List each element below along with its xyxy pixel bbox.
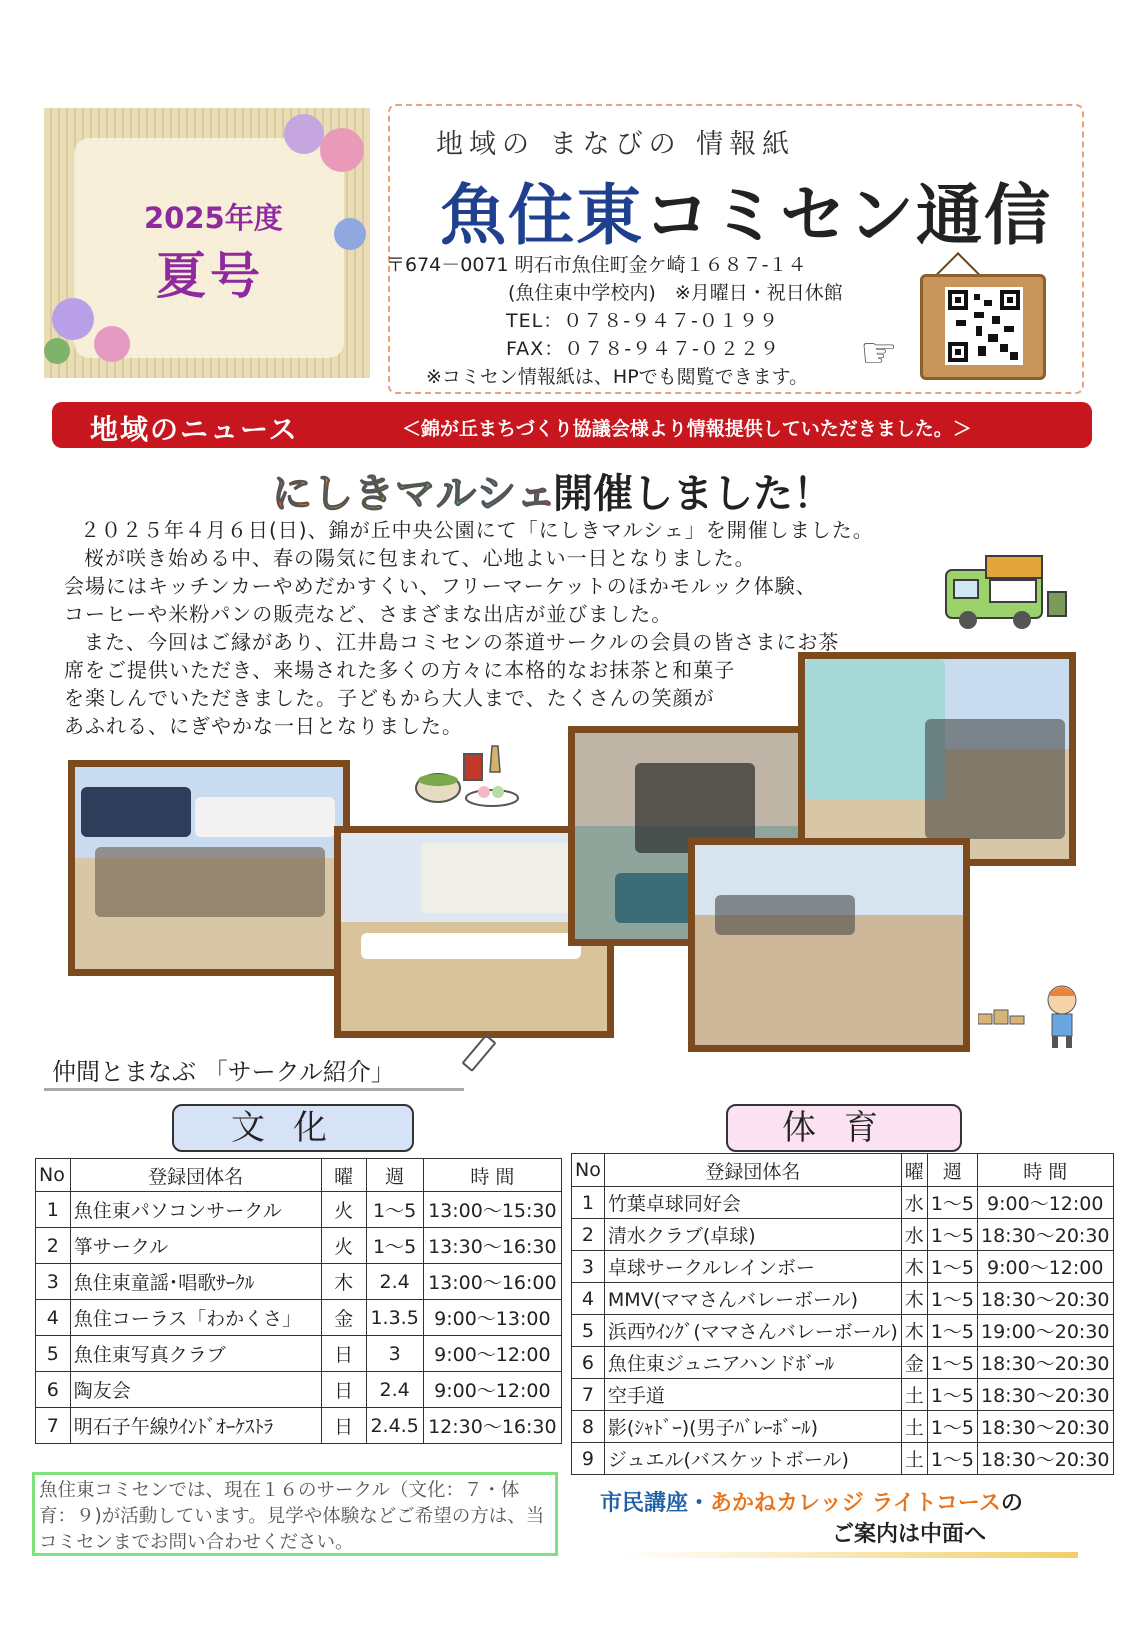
- cell-no: 2: [36, 1228, 71, 1264]
- cell-time: 18:30～20:30: [978, 1283, 1114, 1315]
- promo-part-2: あかねカレッジ ライトコース: [710, 1491, 1001, 1516]
- cell-week: 1～5: [927, 1315, 977, 1347]
- cell-no: 6: [572, 1347, 605, 1379]
- cell-day: 水: [901, 1219, 927, 1251]
- cell-no: 5: [36, 1336, 71, 1372]
- cell-week: 2.4.5: [366, 1408, 423, 1444]
- cell-day: 土: [901, 1379, 927, 1411]
- cell-week: 1～5: [927, 1443, 977, 1475]
- cell-time: 12:30～16:30: [423, 1408, 561, 1444]
- col-week: 週: [927, 1154, 977, 1187]
- cell-no: 5: [572, 1315, 605, 1347]
- cell-name: 魚住東写真クラブ: [70, 1336, 321, 1372]
- cell-day: 木: [901, 1283, 927, 1315]
- table-row: [36, 1300, 562, 1336]
- article-line: 桜が咲き始める中、春の陽気に包まれて、心地よい一日となりました。: [84, 546, 756, 570]
- culture-circle-table: [35, 1158, 562, 1444]
- tea-set-illustration: [412, 742, 522, 816]
- col-week: 週: [366, 1159, 423, 1192]
- col-name: 登録団体名: [604, 1154, 901, 1187]
- cell-name: 空手道: [604, 1379, 901, 1411]
- table-row: [572, 1411, 1114, 1443]
- cell-name: 魚住東童謡･唱歌ｻｰｸﾙ: [70, 1264, 321, 1300]
- tagline: 地域の まなびの 情報紙: [436, 129, 796, 160]
- cell-day: 土: [901, 1443, 927, 1475]
- table-header-row: [572, 1154, 1114, 1187]
- newsletter-title: [440, 162, 1052, 257]
- cell-week: 1～5: [927, 1187, 977, 1219]
- cell-day: 日: [321, 1408, 366, 1444]
- cell-day: 金: [321, 1300, 366, 1336]
- cell-time: 13:00～15:30: [423, 1192, 561, 1228]
- cell-day: 金: [901, 1347, 927, 1379]
- cell-no: 2: [572, 1219, 605, 1251]
- cell-week: 3: [366, 1336, 423, 1372]
- promo-part-1: 市民講座・: [600, 1491, 711, 1516]
- news-bar: [52, 402, 1092, 448]
- lecture-promo: [600, 1486, 1023, 1517]
- cell-name: 魚住コーラス「わかくさ」: [70, 1300, 321, 1336]
- cell-time: 13:00～16:00: [423, 1264, 561, 1300]
- cell-name: 魚住東パソコンサークル: [70, 1192, 321, 1228]
- cell-week: 1～5: [927, 1411, 977, 1443]
- table-row: [572, 1187, 1114, 1219]
- article-line: を楽しんでいただきました。子どもから大人まで、たくさんの笑顔が: [64, 686, 715, 710]
- cell-week: 1～5: [927, 1283, 977, 1315]
- promo-part-3: の: [1000, 1491, 1023, 1516]
- child-illustration: [978, 980, 1088, 1054]
- promo-arrow: [618, 1552, 1078, 1558]
- cell-name: 魚住東ジュニアハンドﾎﾞｰﾙ: [604, 1347, 901, 1379]
- cell-day: 日: [321, 1336, 366, 1372]
- cell-no: 8: [572, 1411, 605, 1443]
- season-year: 2025年度: [144, 201, 283, 235]
- cell-time: 18:30～20:30: [978, 1219, 1114, 1251]
- hp-note: ※コミセン情報紙は、HPでも閲覧できます。: [426, 366, 809, 388]
- table-row: [572, 1443, 1114, 1475]
- table-row: [36, 1336, 562, 1372]
- address-line: 〒674－0071 明石市魚住町金ケ崎１６８７-１４: [386, 254, 807, 276]
- cell-name: 卓球サークルレインボー: [604, 1251, 901, 1283]
- table-row: [36, 1408, 562, 1444]
- cell-name: 清水クラブ(卓球): [604, 1219, 901, 1251]
- cell-no: 9: [572, 1443, 605, 1475]
- col-day: 曜: [901, 1154, 927, 1187]
- cell-week: 1.3.5: [366, 1300, 423, 1336]
- cell-week: 1～5: [927, 1379, 977, 1411]
- cell-week: 2.4: [366, 1264, 423, 1300]
- cell-name: 竹葉卓球同好会: [604, 1187, 901, 1219]
- cell-time: 18:30～20:30: [978, 1347, 1114, 1379]
- table-header-row: [36, 1159, 562, 1192]
- table-row: [572, 1219, 1114, 1251]
- cell-time: 18:30～20:30: [978, 1411, 1114, 1443]
- fax-number: FAX：０７８-９４７-０２２９: [506, 338, 780, 360]
- cell-week: 2.4: [366, 1372, 423, 1408]
- qr-code-icon[interactable]: [945, 287, 1023, 365]
- col-time: 時 間: [978, 1154, 1114, 1187]
- event-photo-molkky: [688, 838, 970, 1052]
- event-photo-kitchen-car: [798, 652, 1076, 866]
- season-name: 夏号: [156, 247, 264, 305]
- cell-name: ジュエル(バスケットボール): [604, 1443, 901, 1475]
- cell-no: 4: [572, 1283, 605, 1315]
- cell-no: 7: [36, 1408, 71, 1444]
- masthead: [388, 104, 1084, 394]
- cell-time: 9:00～12:00: [978, 1251, 1114, 1283]
- cell-time: 18:30～20:30: [978, 1443, 1114, 1475]
- cell-no: 1: [36, 1192, 71, 1228]
- circle-section-heading: 仲間とまなぶ 「サークル紹介」: [52, 1058, 395, 1086]
- cell-week: 1～5: [366, 1228, 423, 1264]
- table-row: [36, 1264, 562, 1300]
- pointing-hand-icon: ☞: [860, 328, 898, 377]
- news-bar-subtitle: ＜錦が丘まちづくり協議会様より情報提供していただきました。＞: [402, 418, 972, 440]
- cell-day: 木: [901, 1251, 927, 1283]
- event-name: にしきマルシェ: [272, 462, 557, 519]
- table-row: [36, 1192, 562, 1228]
- article-line: コーヒーや米粉パンの販売など、さまざまな出店が並びました。: [64, 602, 673, 626]
- tel-number: TEL：０７８-９４７-０１９９: [506, 310, 779, 332]
- cell-no: 6: [36, 1372, 71, 1408]
- cell-name: MMV(ママさんバレーボール): [604, 1283, 901, 1315]
- table-row: [572, 1251, 1114, 1283]
- table-row: [572, 1315, 1114, 1347]
- table-row: [36, 1372, 562, 1408]
- cell-time: 9:00～12:00: [423, 1372, 561, 1408]
- cell-no: 1: [572, 1187, 605, 1219]
- title-part-1: 魚住東: [440, 177, 644, 254]
- title-part-2: コミセン通信: [644, 177, 1052, 254]
- lecture-promo-line2: ご案内は中面へ: [832, 1522, 987, 1547]
- cell-no: 3: [36, 1264, 71, 1300]
- cell-time: 18:30～20:30: [978, 1379, 1114, 1411]
- season-badge: [44, 108, 370, 378]
- cell-day: 火: [321, 1228, 366, 1264]
- cell-week: 1～5: [366, 1192, 423, 1228]
- cell-name: 明石子午線ｳｲﾝﾄﾞｵｰｹｽﾄﾗ: [70, 1408, 321, 1444]
- event-headline-rest: 開催しました！: [553, 471, 833, 517]
- cell-day: 土: [901, 1411, 927, 1443]
- col-no: No: [36, 1159, 71, 1192]
- table-row: [572, 1379, 1114, 1411]
- col-name: 登録団体名: [70, 1159, 321, 1192]
- cell-day: 木: [901, 1315, 927, 1347]
- article-line: また、今回はご縁があり、江井島コミセンの茶道サークルの会員の皆さまにお茶: [84, 630, 840, 654]
- cell-day: 木: [321, 1264, 366, 1300]
- cell-time: 9:00～12:00: [423, 1336, 561, 1372]
- cell-no: 3: [572, 1251, 605, 1283]
- sports-circle-table: [571, 1153, 1114, 1475]
- cell-name: 浜西ｳｲﾝｸﾞ(ママさんバレーボール): [604, 1315, 901, 1347]
- cell-time: 9:00～13:00: [423, 1300, 561, 1336]
- circle-info-note: 魚住東コミセンでは、現在１６のサークル（文化：７・体育：９)が活動しています。見学や体験などご希望の方は、当コミセンまでお問い合わせください。: [32, 1472, 558, 1556]
- cell-no: 4: [36, 1300, 71, 1336]
- table-row: [572, 1347, 1114, 1379]
- news-bar-title: 地域のニュース: [90, 413, 299, 446]
- cell-time: 9:00～12:00: [978, 1187, 1114, 1219]
- cell-day: 日: [321, 1372, 366, 1408]
- col-day: 曜: [321, 1159, 366, 1192]
- pencil-icon: [461, 1034, 496, 1072]
- article-line: あふれる、にぎやかな一日となりました。: [64, 714, 463, 738]
- table-row: [572, 1283, 1114, 1315]
- cell-name: 陶友会: [70, 1372, 321, 1408]
- cell-time: 19:00～20:30: [978, 1315, 1114, 1347]
- col-no: No: [572, 1154, 605, 1187]
- qr-code-sign: [920, 274, 1046, 380]
- table-row: [36, 1228, 562, 1264]
- cell-week: 1～5: [927, 1347, 977, 1379]
- cell-week: 1～5: [927, 1251, 977, 1283]
- cell-no: 7: [572, 1379, 605, 1411]
- kitchen-car-illustration: [940, 548, 1070, 642]
- col-time: 時 間: [423, 1159, 561, 1192]
- cell-day: 火: [321, 1192, 366, 1228]
- heading-underline: [44, 1088, 464, 1091]
- cell-week: 1～5: [927, 1219, 977, 1251]
- address-note: (魚住東中学校内) ※月曜日・祝日休館: [508, 282, 843, 304]
- cell-day: 水: [901, 1187, 927, 1219]
- sports-category-label: 体育: [726, 1104, 962, 1152]
- cell-time: 13:30～16:30: [423, 1228, 561, 1264]
- article-line: 席をご提供いただき、来場された多くの方々に本格的なお抹茶と和菓子: [64, 658, 736, 682]
- cell-name: 影(ｼｬﾄﾞｰ)(男子ﾊﾞﾚｰﾎﾞｰﾙ): [604, 1411, 901, 1443]
- article-line: 会場にはキッチンカーやめだかすくい、フリーマーケットのほかモルック体験、: [64, 574, 817, 598]
- article-line: ２０２５年４月６日(日)、錦が丘中央公園にて「にしきマルシェ」を開催しました。: [80, 518, 874, 542]
- event-photo-tents: [68, 760, 350, 976]
- cell-name: 箏サークル: [70, 1228, 321, 1264]
- culture-category-label: 文化: [172, 1104, 414, 1152]
- event-name-headline: [272, 462, 557, 519]
